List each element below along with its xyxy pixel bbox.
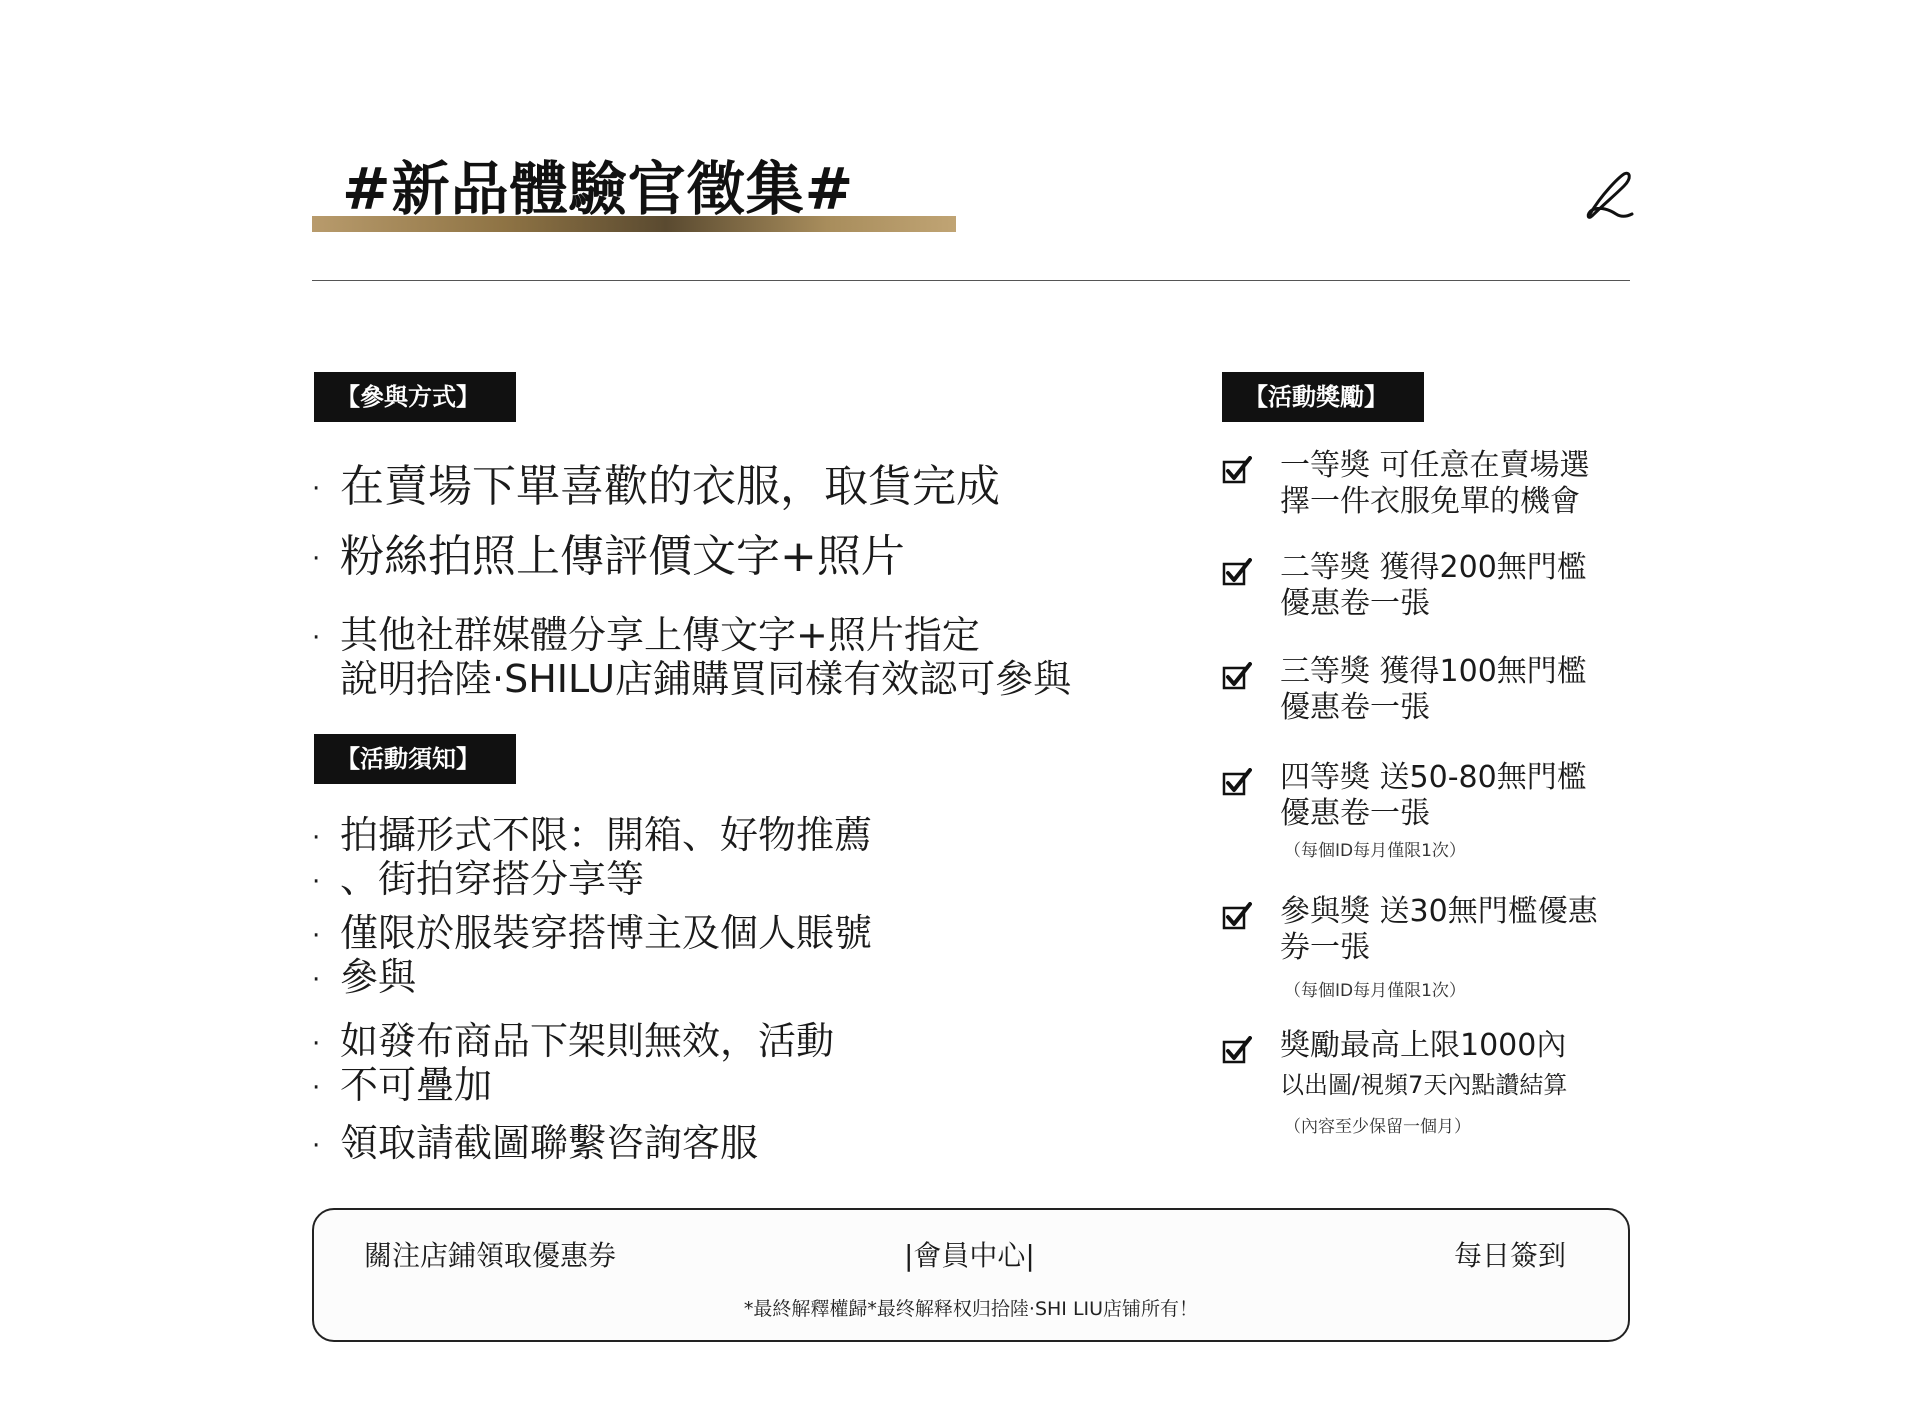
checkbox-checked-icon — [1222, 456, 1252, 486]
notice-item: · 參與 — [312, 955, 417, 999]
follow-store-coupon-link[interactable]: 關注店鋪領取優惠券 — [364, 1239, 617, 1272]
checkbox-checked-icon — [1222, 768, 1252, 798]
reward-text-1: 一等獎 可任意在賣場選 擇一件衣服免單的機會 — [1280, 448, 1590, 519]
page-title-block — [312, 148, 956, 238]
bullet-dot: · — [312, 622, 321, 653]
participation-item: · 其他社群媒體分享上傳文字+照片指定 — [312, 613, 980, 657]
notice-item: · 、街拍穿搭分享等 — [312, 857, 645, 901]
reward-text-3: 三等獎 獲得100無門檻 優惠卷一張 — [1280, 654, 1587, 725]
reward-note-6: （內容至少保留一個月） — [1284, 1117, 1471, 1137]
participation-item: 說明拾陸·SHILU店鋪購買同樣有效認可參與 — [340, 657, 1072, 701]
checkbox-checked-icon — [1222, 662, 1252, 692]
notice-item: · 如發布商品下架則無效，活動 — [312, 1019, 835, 1063]
bullet-dot: · — [312, 1072, 321, 1103]
bullet-dot: · — [312, 1130, 321, 1161]
pen-signature-icon — [1580, 164, 1636, 224]
reward-note-5: （每個ID每月僅限1次） — [1284, 981, 1466, 1001]
footer-disclaimer: *最終解釋權歸*最终解释权归拾陸·SHI LIU店铺所有！ — [743, 1298, 1199, 1320]
checkbox-checked-icon — [1222, 1036, 1252, 1066]
checkbox-checked-icon — [1222, 902, 1252, 932]
bullet-dot: · — [312, 1028, 321, 1059]
bullet-dot: · — [312, 474, 321, 504]
bullet-dot: · — [312, 920, 321, 951]
rewards-tag: 【活動獎勵】 — [1222, 372, 1424, 422]
checkbox-checked-icon — [1222, 558, 1252, 588]
notice-item: · 僅限於服裝穿搭博主及個人賬號 — [312, 911, 873, 955]
notice-item: · 領取請截圖聯繫咨詢客服 — [312, 1121, 759, 1165]
reward-note-4: （每個ID每月僅限1次） — [1284, 841, 1466, 861]
bullet-dot: · — [312, 544, 321, 574]
participation-tag: 【參與方式】 — [314, 372, 516, 422]
notice-tag: 【活動須知】 — [314, 734, 516, 784]
bullet-dot: · — [312, 866, 321, 897]
reward-text-2: 二等獎 獲得200無門檻 優惠卷一張 — [1280, 550, 1587, 621]
reward-text-5: 參與獎 送30無門檻優惠 券一張 — [1280, 894, 1598, 965]
bullet-dot: · — [312, 964, 321, 995]
notice-item: · 不可疊加 — [312, 1063, 493, 1107]
participation-item: · 在賣場下單喜歡的衣服，取貨完成 — [312, 461, 1000, 512]
reward-text-6: 獎勵最高上限1000內 以出圖/視頻7天內點讚結算 — [1280, 1028, 1568, 1099]
footer-box — [312, 1208, 1630, 1342]
participation-item: · 粉絲拍照上傳評價文字+照片 — [312, 531, 905, 582]
bullet-dot: · — [312, 822, 321, 853]
page-title: #新品體驗官徵集# — [342, 155, 855, 223]
notice-item: · 拍攝形式不限：開箱、好物推薦 — [312, 813, 873, 857]
daily-checkin-link[interactable]: 每日簽到 — [1454, 1239, 1567, 1272]
member-center-link[interactable]: |會員中心| — [904, 1239, 1035, 1272]
header-divider — [312, 280, 1630, 281]
reward-text-4: 四等獎 送50-80無門檻 優惠卷一張 — [1280, 760, 1587, 831]
